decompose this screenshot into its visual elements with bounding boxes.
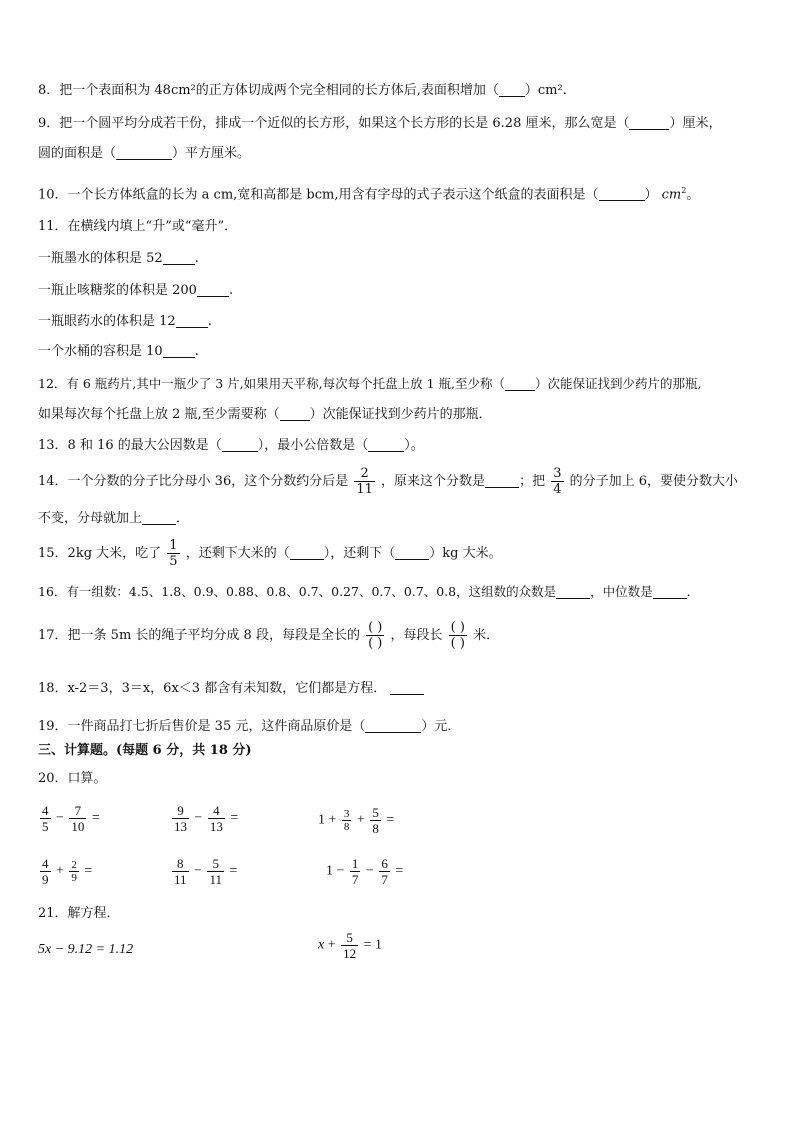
q20-expr-5: $\frac{8}{11}$ − $\frac{5}{11}$ = [174,856,238,887]
q13: 13．8 和 16 的最大公因数是（ ），最小公倍数是（ ）。 [38,438,424,453]
q11-title: 11．在横线内填上“升”或“毫升”． [38,219,238,234]
q12-blank-2[interactable] [280,407,310,421]
q13-blank-1[interactable] [222,438,258,452]
q14-line1: 14．一个分数的分子比分母小 36，这个分数约分后是 $\frac{2}{11}$ ，原来这个分数是 ；把 $\frac{3}{4}$ 的分子加上 6，要使分数大小 [38,466,739,497]
q15: 15．2kg 大米，吃了 $\frac{1}{5}$ ，还剩下大米的（ ），还剩下（ ）kg 大米。 [38,538,502,569]
q20-expr-6: 1 − $\frac{1}{7}$ − $\frac{6}{7}$ = [326,856,404,887]
q20-title: 20．口算。 [38,771,107,786]
q11-blank-1[interactable] [163,251,195,265]
q21-equation-1: 5x − 9.12 = 1.12 [38,942,134,957]
q14-blank-1[interactable] [485,474,519,488]
q14-blank-2[interactable] [142,511,176,525]
q20-expr-4: $\frac{4}{9}$ + $\frac{2}{9}$ = [42,856,93,887]
q21-title: 21．解方程． [38,906,120,921]
q9-line1: 9．把一个圆平均分成若干份，排成一个近似的长方形，如果这个长方形的长是 6.28 厘米，那么宽是（ ）厘米， [38,116,722,131]
q16-blank-1[interactable] [556,585,590,599]
q11-blank-4[interactable] [163,344,195,358]
q19-blank[interactable] [365,719,421,733]
section-3-title: 三、计算题。(每题 6 分，共 18 分) [38,743,252,758]
q8: 8．把一个表面积为 48cm²的正方体切成两个完全相同的长方体后,表面积增加（ ）cm². [38,83,567,98]
q14-fraction-2: $\frac{3}{4}$ [553,466,562,497]
q21-equation-2: x + $\frac{5}{12}$ = 1 [318,930,383,961]
q9-blank-1[interactable] [629,116,669,130]
q15-fraction: $\frac{1}{5}$ [169,538,178,569]
q20-expr-3: 1 + $\frac{3}{8}$ + $\frac{5}{8}$ = [318,805,395,836]
q12-line2: 如果每次每个托盘上放 2 瓶,至少需要称（ ）次能保证找到少药片的那瓶． [38,407,492,422]
q11-item-4: 一个水桶的容积是 10 . [38,344,199,359]
q16-blank-2[interactable] [653,585,687,599]
q20-expr-1: $\frac{4}{5}$ − $\frac{7}{10}$ = [42,803,100,834]
q10-blank[interactable] [599,187,645,201]
q11-item-1: 一瓶墨水的体积是 52 . [38,251,199,266]
q18-blank[interactable] [390,681,424,695]
q12-line1: 12．有 6 瓶药片,其中一瓶少了 3 片,如果用天平称,每次每个托盘上放 1 瓶,至少称（ ）次能保证找到少药片的那瓶, [38,376,702,391]
q17-fraction-blank-1[interactable]: $\frac{( )}{( )}$ [368,620,383,651]
q9-blank-2[interactable] [116,146,172,160]
q14-fraction-1: $\frac{2}{11}$ [356,466,373,497]
q15-blank-2[interactable] [395,546,429,560]
q17-fraction-blank-2[interactable]: $\frac{( )}{( )}$ [450,620,465,651]
q8-blank[interactable] [499,83,525,97]
q9-line2: 圆的面积是（ ）平方厘米。 [38,146,251,161]
q15-blank-1[interactable] [290,546,324,560]
q16: 16．有一组数：4.5、1.8、0.9、0.88、0.8、0.7、0.27、0.7、0.7、0.8，这组数的众数是 ，中位数是 ． [38,584,700,599]
q11-blank-3[interactable] [176,314,208,328]
q18: 18．x-2＝3，3＝x，6x＜3 都含有未知数，它们都是方程． [38,680,424,698]
q17: 17．把一条 5m 长的绳子平均分成 8 段，每段是全长的 $\frac{( )}{( )}$ ，每段长 $\frac{( )}{( )}$ 米． [38,620,500,651]
q12-blank-1[interactable] [505,377,535,391]
q20-expr-2: $\frac{9}{13}$ − $\frac{4}{13}$ = [174,803,239,834]
q19: 19．一件商品打七折后售价是 35 元，这件商品原价是（ ）元． [38,719,461,734]
q14-line2: 不变，分母就加上 ． [38,511,190,526]
q10: 10．一个长方体纸盒的长为 a cm,宽和高都是 bcm,用含有字母的式子表示这个纸盒的表面积是（ ） $cm^2$。 [38,186,700,203]
q11-item-2: 一瓶止咳糖浆的体积是 200 . [38,283,234,298]
q13-blank-2[interactable] [368,438,404,452]
q11-blank-2[interactable] [197,283,229,297]
q11-item-3: 一瓶眼药水的体积是 12 . [38,314,212,329]
